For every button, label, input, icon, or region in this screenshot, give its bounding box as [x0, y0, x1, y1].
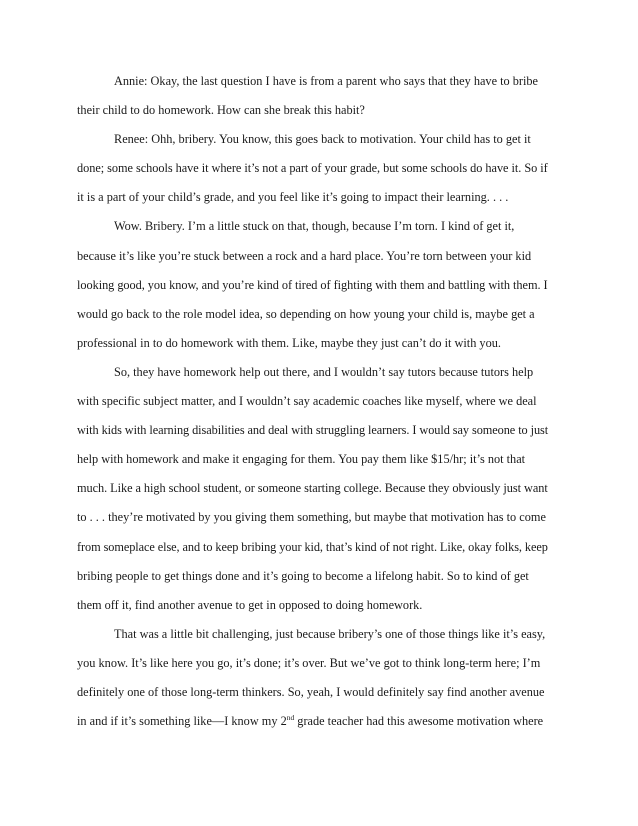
text-line: looking good, you know, and you’re kind of tired of fighting with them and battling with them. I [77, 277, 548, 292]
ordinal-superscript: nd [286, 712, 295, 722]
text-line: help with homework and make it engaging for them. You pay them like $15/hr; it’s not that [77, 452, 526, 467]
last-line-after: grade teacher had this awesome motivation where [294, 714, 544, 729]
text-line: because it’s like you’re stuck between a rock and a hard place. You’re torn between your kid [77, 248, 532, 263]
text-line-last [77, 707, 548, 736]
text-line: Annie: Okay, the last question I have is from a parent who says that they have to bribe [114, 74, 539, 88]
text-line: would go back to the role model idea, so depending on how young your child is, maybe get a [77, 306, 535, 321]
text-line: it is a part of your child’s grade, and you feel like it’s going to impact their learning. . . . [77, 190, 509, 205]
text-line: That was a little bit challenging, just because bribery’s one of those things like it’s easy, [114, 626, 546, 641]
text-line: Wow. Bribery. I’m a little stuck on that, though, because I’m torn. I kind of get it, [114, 219, 515, 234]
text-line: them off it, find another avenue to get in opposed to doing homework. [77, 597, 423, 612]
text-line: Renee: Ohh, bribery. You know, this goes back to motivation. Your child has to get it [114, 132, 531, 147]
text-line: their child to do homework. How can she break this habit? [77, 103, 365, 118]
last-line-before: in and if it’s something like—I know my 2 [77, 714, 287, 729]
text-line: So, they have homework help out there, and I wouldn’t say tutors because tutors help [114, 364, 534, 379]
text-line: with specific subject matter, and I wouldn’t say academic coaches like myself, where we deal [77, 394, 537, 409]
text-line: definitely one of those long-term thinkers. So, yeah, I would definitely say find another avenue [77, 684, 545, 699]
text-line: to . . . they’re motivated by you giving them something, but maybe that motivation has to come [77, 510, 546, 525]
text-line: with kids with learning disabilities and deal with struggling learners. I would say someone to just [77, 423, 549, 438]
text-line: much. Like a high school student, or someone starting college. Because they obviously just want [77, 481, 548, 496]
text-line: professional in to do homework with them. Like, maybe they just can’t do it with you. [77, 335, 501, 350]
text-line: bribing people to get things done and it’s going to become a lifelong habit. So to kind of get [77, 568, 529, 583]
text-line: you know. It’s like here you go, it’s done; it’s over. But we’ve got to think long-term here; I’m [77, 655, 541, 670]
text-line: from someplace else, and to keep bribing your kid, that’s kind of not right. Like, okay folks, keep [77, 539, 548, 554]
document-body [77, 67, 548, 736]
text-line: done; some schools have it where it’s not a part of your grade, but some schools do have it. So if [77, 161, 548, 176]
